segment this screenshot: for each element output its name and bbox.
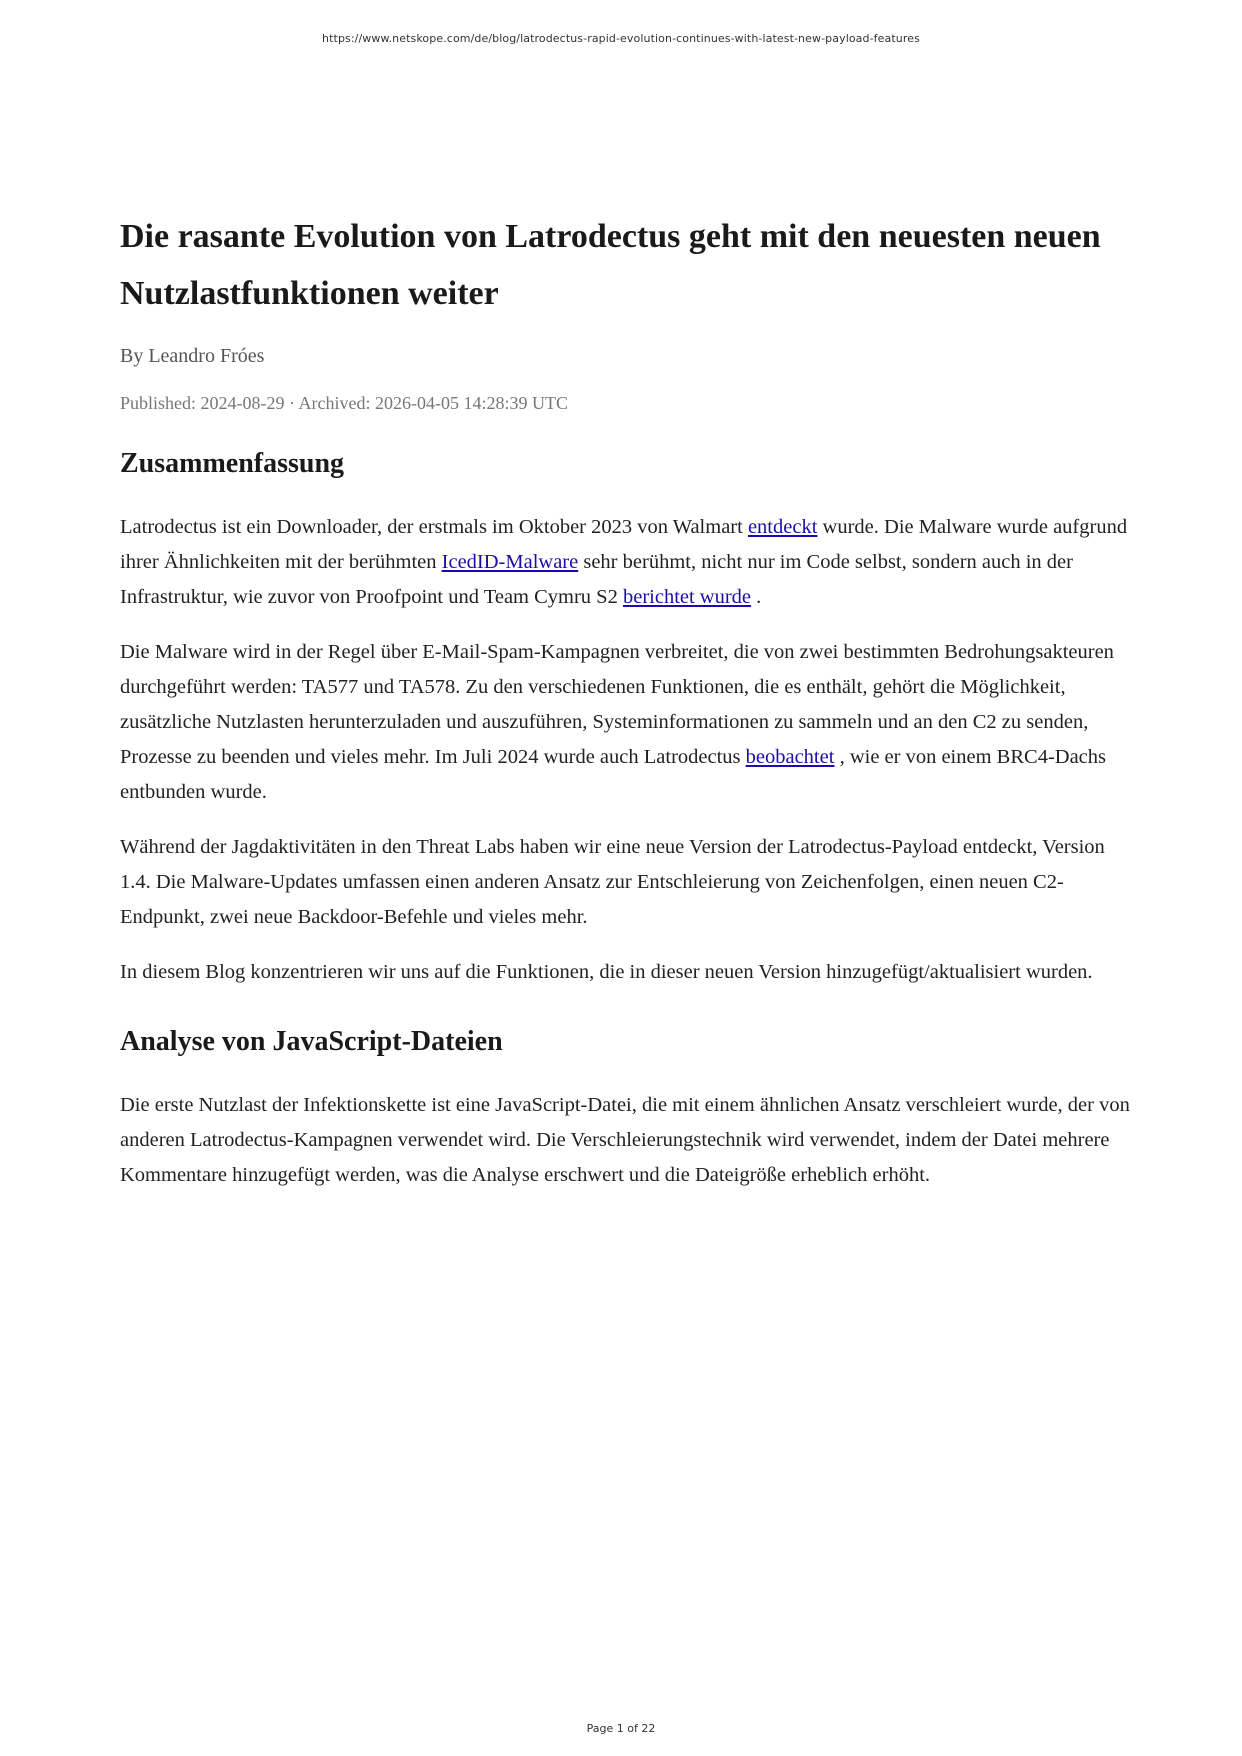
paragraph-text: , wie er von einem BRC4-Dachs entbunden wurde.: [120, 746, 1107, 803]
page-url: https://www.netskope.com/de/blog/latrodectus-rapid-evolution-continues-with-latest-new-payload-features: [322, 32, 920, 45]
link-berichtet-wurde[interactable]: berichtet wurde: [622, 586, 752, 608]
article-meta: Published: 2024-08-29 · Archived: 2026-04-05 14:28:39 UTC: [120, 393, 568, 413]
paragraph-javascript: Die erste Nutzlast der Infektionskette ist eine JavaScript-Datei, die mit einem ähnlichen Ansatz verschleiert wurde, der von anderen Latrodectus-Kampagnen verwendet wird. Die Verschleierungstechnik wird verwendet, indem der Datei mehrere Kommentare hinzugefügt werden, was die Analyse erschwert und die Dateigröße erheblich erhöht.: [120, 1094, 1130, 1186]
paragraph-text: sehr berühmt, nicht nur im Code selbst, sondern auch in der Infrastruktur, wie zuvor von Proofpoint und Team Cymru S2: [120, 551, 1073, 608]
section-heading-zusammenfassung: Zusammenfassung: [120, 448, 345, 479]
page-number: Page 1 of 22: [586, 1722, 656, 1735]
article-title: Die rasante Evolution von Latrodectus geht mit den neuesten neuen Nutzlastfunktionen weiter: [120, 218, 1101, 312]
article-byline: By Leandro Fróes: [120, 345, 265, 367]
link-icedid-malware[interactable]: IcedID-Malware: [441, 551, 579, 573]
paragraph-text: wurde. Die Malware wurde aufgrund ihrer Ähnlichkeiten mit der berühmten: [120, 516, 1128, 573]
section-heading-javascript-analyse: Analyse von JavaScript-Dateien: [120, 1026, 503, 1057]
paragraph-blog-focus: In diesem Blog konzentrieren wir uns auf die Funktionen, die in dieser neuen Version hinzugefügt/aktualisiert wurden.: [120, 961, 1093, 983]
paragraph-new-version: Während der Jagdaktivitäten in den Threat Labs haben wir eine neue Version der Latrodectus-Payload entdeckt, Version 1.4. Die Malware-Updates umfassen einen anderen Ansatz zur Entschleierung von Zeichenfolgen, einen neuen C2-Endpunkt, zwei neue Backdoor-Befehle und vieles mehr.: [120, 836, 1105, 928]
link-entdeckt[interactable]: entdeckt: [747, 516, 818, 538]
paragraph-distribution: [120, 635, 1130, 810]
paragraph-intro: [120, 510, 1130, 615]
link-beobachtet[interactable]: beobachtet: [745, 746, 835, 768]
paragraph-text: .: [751, 586, 762, 608]
paragraph-text: Latrodectus ist ein Downloader, der erstmals im Oktober 2023 von Walmart: [120, 516, 748, 538]
paragraph-text: Die Malware wird in der Regel über E-Mail-Spam-Kampagnen verbreitet, die von zwei bestimmten Bedrohungsakteuren durchgeführt werden: TA577 und TA578. Zu den verschiedenen Funktionen, die es enthält, gehört die Möglichkeit, zusätzliche Nutzlasten herunterzuladen und auszuführen, Systeminformationen zu sammeln und an den C2 zu senden, Prozesse zu beenden und vieles mehr. Im Juli 2024 wurde auch Latrodectus: [120, 641, 1114, 768]
article: [120, 208, 1130, 1193]
